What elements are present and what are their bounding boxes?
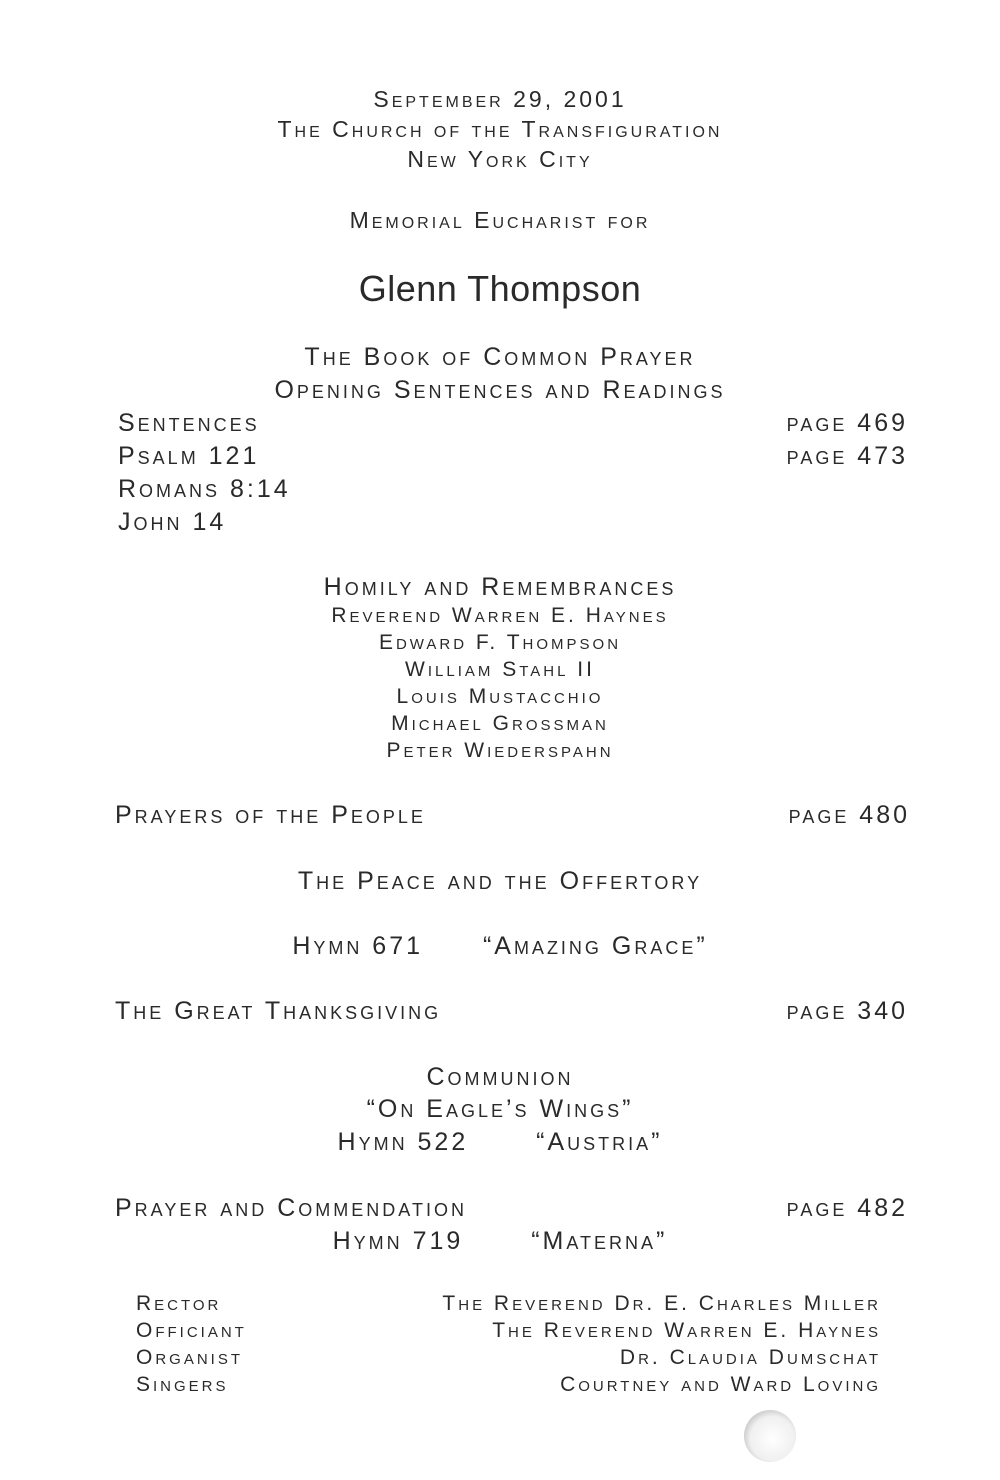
credit-row bbox=[136, 1373, 881, 1400]
reading-page: page 473 bbox=[786, 442, 908, 470]
hymn-line bbox=[0, 1128, 1000, 1157]
hymn-line bbox=[0, 1227, 1000, 1256]
commendation-page: page 482 bbox=[786, 1194, 908, 1222]
reading-row bbox=[118, 475, 908, 509]
hymn-number: Hymn 719 bbox=[332, 1227, 464, 1255]
reading-row bbox=[118, 508, 908, 542]
credit-role: Rector bbox=[136, 1292, 222, 1315]
hymn-number: Hymn 522 bbox=[337, 1128, 469, 1156]
reading-label: John 14 bbox=[118, 508, 227, 536]
service-date: September 29, 2001 bbox=[373, 86, 627, 112]
reading-row bbox=[118, 409, 908, 443]
readings-heading-1: The Book of Common Prayer bbox=[304, 343, 696, 371]
credit-role: Organist bbox=[136, 1346, 244, 1369]
homily-heading: Homily and Remembrances bbox=[323, 573, 677, 601]
credit-name: The Reverend Dr. E. Charles Miller bbox=[442, 1292, 881, 1315]
city-name: New York City bbox=[407, 146, 593, 172]
reading-page: page 469 bbox=[786, 409, 908, 437]
reading-label: Romans 8:14 bbox=[118, 475, 291, 503]
reading-label: Psalm 121 bbox=[118, 442, 260, 470]
prayers-label: Prayers of the People bbox=[115, 801, 426, 829]
thanksgiving-page: page 340 bbox=[786, 997, 908, 1025]
church-name: The Church of the Transfiguration bbox=[277, 116, 723, 142]
honoree-name: Glenn Thompson bbox=[358, 268, 642, 309]
reading-row bbox=[118, 442, 908, 476]
hymn-title: “Amazing Grace” bbox=[482, 932, 708, 960]
hymn-number: Hymn 671 bbox=[292, 932, 424, 960]
speaker-name: Peter Wiederspahn bbox=[386, 739, 614, 762]
hymn-line bbox=[0, 932, 1000, 961]
communion-heading: Communion bbox=[426, 1063, 574, 1091]
hymn-title: “Materna” bbox=[531, 1227, 668, 1255]
punch-hole bbox=[744, 1410, 796, 1462]
speaker-name: Michael Grossman bbox=[391, 712, 609, 735]
credit-row bbox=[136, 1292, 881, 1319]
credit-role: Singers bbox=[136, 1373, 229, 1396]
credit-name: Courtney and Ward Loving bbox=[560, 1373, 881, 1396]
thanksgiving-label: The Great Thanksgiving bbox=[115, 997, 442, 1025]
prayers-row bbox=[115, 801, 910, 835]
readings-heading-2: Opening Sentences and Readings bbox=[274, 376, 726, 404]
credit-row bbox=[136, 1319, 881, 1346]
prayers-page: page 480 bbox=[788, 801, 910, 829]
thanksgiving-row bbox=[115, 997, 908, 1031]
service-title: Memorial Eucharist for bbox=[349, 207, 651, 233]
hymn-title: “Austria” bbox=[536, 1128, 663, 1156]
speaker-name: Louis Mustacchio bbox=[396, 685, 604, 708]
speaker-name: William Stahl II bbox=[405, 658, 595, 681]
speaker-name: Edward F. Thompson bbox=[378, 631, 622, 654]
peace-heading: The Peace and the Offertory bbox=[297, 867, 703, 895]
speaker-name: Reverend Warren E. Haynes bbox=[331, 604, 669, 627]
reading-label: Sentences bbox=[118, 409, 260, 437]
commendation-label: Prayer and Commendation bbox=[115, 1194, 467, 1222]
credit-name: Dr. Claudia Dumschat bbox=[619, 1346, 881, 1369]
credit-row bbox=[136, 1346, 881, 1373]
credit-role: Officiant bbox=[136, 1319, 247, 1342]
credit-name: The Reverend Warren E. Haynes bbox=[492, 1319, 881, 1342]
communion-song: “On Eagle’s Wings” bbox=[366, 1095, 634, 1123]
commendation-row bbox=[115, 1194, 908, 1228]
credits-list bbox=[136, 1292, 881, 1400]
